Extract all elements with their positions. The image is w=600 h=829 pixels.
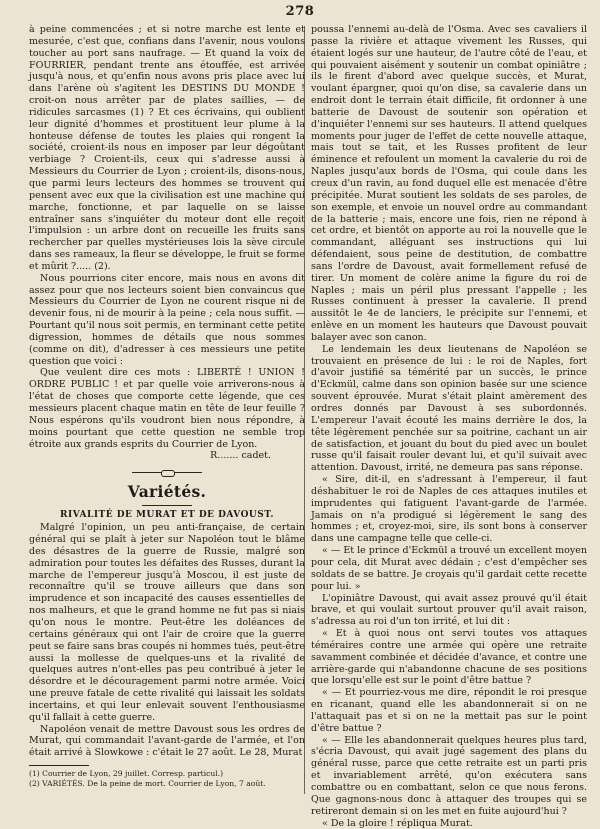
right-paragraph: Le lendemain les deux lieutenans de Napoléon se trouvaient en présence de lui : le roi de Naples, fort d'avoir justifié sa témérité par un succès, le prince d'Eckmül, calme dans son opinion basée sur une science souvent éprouvée. Murat s'était plaint amèrement des ordres donnés par Davoust à ses subordonnés. L'empereur l'avait écouté les mains derrière le dos, la tête légèrement penchée sur sa poitrine, cachant un air de satisfaction, et jouant du bout du pied avec un boulet russe qu'il faisait rouler devant lui, et qu'il suivait avec attention. Davoust, irrité, ne demeura pas sans réponse. [311,343,587,474]
article-paragraph: Malgré l'opinion, un peu anti-française, de certain général qui se plaît à jeter sur Napoléon tout le blâme des désastres de la guerre de Russie, malgré son admiration pour toutes les défaites des Russes, durant la marche de l'empereur jusqu'à Moscou, il est juste de reconnaître qu'il se trouve ailleurs que dans son imprudence et son incapacité des causes essentielles de nos malheurs, et que le grand homme ne fut pas si niais qu'on nous le montre. Peut-être les doléances de certains généraux qui ont l'air de croire que la guerre peut se faire sans bras coupés ni hommes tués, peut-être aussi la mollesse de quelques-uns et la rivalité de quelques autres n'ont-elles pas peu contribué à jeter le désordre et le découragement parmi notre armée. Voici une preuve fatale de cette rivalité qui laissait les soldats incertains, et qui leur enlevait souvent l'enthousiasme qu'il fallait à cette guerre. [29,522,305,723]
left-paragraph: Que veulent dire ces mots : LIBERTÉ ! UNION ! ORDRE PUBLIC ! et par quelle voie arriverons-nous à l'état de choses que comporte cette légende, que ces messieurs placent chaque matin en tête de leur feuille ? Nous espérons qu'ils voudront bien nous répondre, à moins pourtant que cette question ne semble trop étroite aux grands esprits du Courrier de Lyon. [29,367,305,450]
right-column [311,24,587,829]
page-number: 278 [285,4,315,19]
right-paragraph: « De la gloire ! répliqua Murat. [322,817,473,829]
article-paragraph: Napoléon venait de mettre Davoust sous les ordres de Murat, qui commandait l'avant-garde de l'armée, et l'on était arrivé à Slowkowe : c'était le 27 août. Le 28, Murat [29,723,305,759]
footnote: (2) VARIÉTÉS. De la peine de mort. Courrier de Lyon, 7 août. [29,779,266,789]
right-paragraph: « Et à quoi nous ont servi toutes vos attaques téméraires contre une armée qui opère une retraite savamment combinée et décidée d'avance, et contre une arrière-garde qui n'abandonne chacune de ses positions que lorsqu'elle est sur le point d'être battue ? [311,628,587,687]
section-rule [142,505,192,506]
right-paragraph: poussa l'ennemi au-delà de l'Osma. Avec ses cavaliers il passe la rivière et attaque vivement les Russes, qui étaient logés sur une hauteur, de l'autre côté de l'eau, et qui pouvaient aisément y soutenir un combat opiniâtre ; ils le firent d'abord avec quelque succès, et Murat, voulant épargner, quoi qu'on dise, sa cavalerie dans un endroit dont le terrain était difficile, fit ordonner à une batterie de Davoust de soutenir son opération et d'inquiéter l'ennemi sur ses hauteurs. Il attend quelques moments pour juger de l'effet de cette nouvelle attaque, mais tout se tait, et les Russes profitent de leur éminence et refoulent un moment la cavalerie du roi de Naples jusqu'aux bords de l'Osma, qui coule dans les creux d'un ravin, au fond duquel elle est menacée d'être précipitée. Murat soutient les soldats de ses paroles, de son exemple, et envoie un nouvel ordre au commandant de la batterie ; mais, encore une fois, rien ne répond à cet ordre, et bientôt on apporte au roi la nouvelle que le commandant, alléguant ses instructions qui lui défendaient, sous peine de destitution, de combattre sans l'ordre de Davoust, avait formellement refusé de tirer. Un moment de colère anime la figure du roi de Naples ; mais un péril plus pressant l'appelle ; les Russes continuent à presser la cavalerie. Il prend aussitôt le 4e de lanciers, le précipite sur l'ennemi, et enlève en un moment les hauteurs que Davoust pouvait balayer avec son canon. [311,24,587,343]
signature: R....... cadet. [210,450,271,462]
ornament-divider [132,470,202,476]
right-paragraph: « Sire, dit-il, en s'adressant à l'empereur, il faut déshabituer le roi de Naples de ces attaques inutiles et imprudentes qui fatiguent l'avant-garde de l'armée. Jamais on n'a prodigué si légèrement le sang des hommes ; et, croyez-moi, sire, ils sont bons à conserver dans une campagne telle que celle-ci. [311,474,587,545]
right-paragraph: L'opiniâtre Davoust, qui avait assez prouvé qu'il était brave, et qui voulait surtout prouver qu'il avait raison, s'adressa au roi d'un ton irrité, et lui dit : [311,592,587,628]
left-paragraph: Nous pourrions citer encore, mais nous en avons dit assez pour que nos lecteurs soient bien convaincus que Messieurs du Courrier de Lyon ne courent risque ni de devenir fous, ni de mourir à la peine ; cela nous suffit. — Pourtant qu'il nous soit permis, en terminant cette petite digression, hommes de détails que nous sommes (comme on dit), d'adresser à ces messieurs une petite question que voici : [29,272,305,367]
footnote: (1) Courrier de Lyon, 29 juillet. Corresp. particul.) [29,769,224,779]
article-title: RIVALITÉ DE MURAT ET DE DAVOUST. [60,510,274,521]
right-paragraph: « — Et le prince d'Eckmül a trouvé un excellent moyen pour cela, dit Murat avec dédain ; c'est d'empêcher ses soldats de se battre. Je croyais qu'il gardait cette recette pour lui. » [311,545,587,592]
left-column [29,24,305,790]
right-paragraph: « — Et pourriez-vous me dire, répondit le roi presque en ricanant, quand elle les abandonnerait si on ne l'attaquait pas et si on ne la mettait pas sur le point d'être battue ? [311,687,587,734]
footnote-rule [29,765,89,766]
section-title: Variétés. [127,482,207,502]
right-paragraph: « — Elle les abandonnerait quelques heures plus tard, s'écria Davoust, qui avait jugé sagement des plans du général russe, parce que cette retraite est un parti pris et invariablement arrêté, qu'on exécutera sans combattre ou en combattant, selon ce que nous ferons. Que gagnons-nous donc à attaquer des troupes qui se retireront demain si on les met en fuite aujourd'hui ? [311,734,587,817]
left-paragraph: à peine commencées ; et si notre marche est lente et mesurée, c'est que, confians dans l'avenir, nous voulons toucher au port sans naufrage. — Et quand la voix de FOURRIER, pendant trente ans étouffée, est arrivée jusqu'à nous, et qu'enfin nous avons pris place avec lui dans l'arène où s'agitent les DESTINS DU MONDE ! croit-on nous arrêter par de plates saillies, — de ridicules sarcasmes (1) ? Et ces écrivains, qui oublient leur dignité d'hommes et prostituent leur plume à la honteuse défense de toutes les plaies qui rongent la société, croient-ils nous en imposer par leur dégoûtant verbiage ? Croient-ils, ceux qui s'adresse aussi à Messieurs du Courrier de Lyon ; croient-ils, disons-nous, que parmi leurs lecteurs des hommes se trouvent qui pensent avec eux que la civilisation est une machine qui marche, fonctionne, et par laquelle on se laisse entraîner sans s'inquiéter du moteur dont elle reçoit l'impulsion : un arbre dont on recueille les fruits sans rechercher par quelles mystérieuses lois la sève circule dans ses rameaux, la fleur se développe, le fruit se forme et mûrit ?..... (2). [29,24,305,272]
